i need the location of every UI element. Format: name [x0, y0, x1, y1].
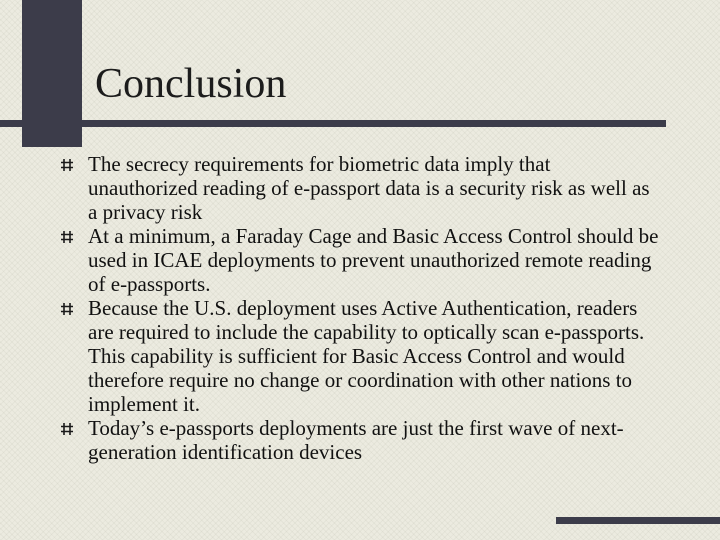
- bullet-item: [60, 152, 660, 224]
- hash-square-icon: [60, 302, 74, 316]
- bullet-list: [60, 152, 660, 464]
- bullet-text: The secrecy requirements for biometric data imply that unauthorized reading of e-passport data is a security risk as well as a privacy risk: [88, 152, 650, 224]
- bullet-text: Because the U.S. deployment uses Active Authentication, readers are required to include the capability to optically scan e-passports. This capability is sufficient for Basic Access Control and would therefore require no change or coordination with other nations to implement it.: [88, 296, 645, 416]
- hash-square-icon: [60, 422, 74, 436]
- bullet-item: [60, 224, 660, 296]
- bullet-text: Today’s e-passports deployments are just the first wave of next-generation identification devices: [88, 416, 624, 464]
- hash-square-icon: [60, 158, 74, 172]
- bullet-item: [60, 416, 660, 464]
- bullet-text: At a minimum, a Faraday Cage and Basic Access Control should be used in ICAE deployments to prevent unauthorized remote reading of e-passports.: [88, 224, 659, 296]
- hash-square-icon: [60, 230, 74, 244]
- slide-title: Conclusion: [95, 61, 287, 107]
- bullet-item: [60, 296, 660, 416]
- title-divider: [0, 120, 666, 127]
- bottom-accent-bar: [556, 517, 720, 524]
